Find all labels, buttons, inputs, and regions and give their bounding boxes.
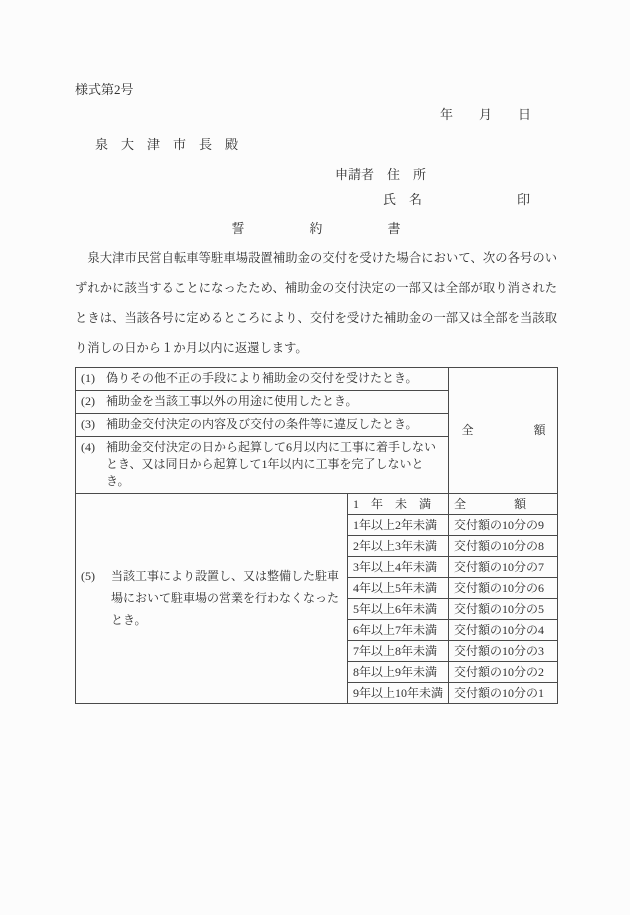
- clause-number: (2): [81, 394, 95, 408]
- clause-number: (5): [81, 569, 95, 583]
- applicant-name-line: [383, 192, 530, 207]
- clause-number: (4): [81, 440, 95, 454]
- applicant-label: 申請者: [335, 167, 375, 182]
- clause-text: 補助金交付決定の内容及び交付の条件等に違反したとき。: [106, 417, 418, 431]
- period-cell: 1 年 未 満: [348, 494, 449, 515]
- clause-3-cell: [76, 414, 449, 437]
- name-label: 氏 名: [383, 192, 423, 207]
- period-cell: 7年以上8年未満: [348, 641, 449, 662]
- period-cell: 1年以上2年未満: [348, 515, 449, 536]
- date-line: 年 月 日: [439, 107, 531, 122]
- clause-5-cell: [76, 494, 348, 704]
- period-cell: 9年以上10年未満: [348, 683, 449, 704]
- amount-cell: 交付額の10分の7: [449, 557, 558, 578]
- clause-2-cell: [76, 391, 449, 414]
- amount-cell: 交付額の10分の1: [449, 683, 558, 704]
- amount-cell: 交付額の10分の4: [449, 620, 558, 641]
- addressee-mayor: 泉 大 津 市 長 殿: [95, 137, 239, 152]
- clause-4-cell: [76, 437, 449, 494]
- clause-text: 補助金交付決定の日から起算して6月以内に工事に着手しないとき、又は同日から起算して1年以内に工事を完了しないとき。: [106, 440, 437, 488]
- period-cell: 4年以上5年未満: [348, 578, 449, 599]
- full-amount-cell: 全 額: [449, 368, 558, 494]
- period-cell: 8年以上9年未満: [348, 662, 449, 683]
- page-title: 誓 約 書: [231, 221, 401, 236]
- amount-cell: 交付額の10分の9: [449, 515, 558, 536]
- amount-cell: 交付額の10分の3: [449, 641, 558, 662]
- amount-cell: 交付額の10分の8: [449, 536, 558, 557]
- refund-schedule-table: [75, 367, 558, 704]
- body-line: ずれかに該当することになったため、補助金の交付決定の一部又は全部が取り消された: [75, 281, 557, 295]
- applicant-address-line: [335, 167, 426, 182]
- clause-1-cell: [76, 368, 449, 391]
- address-label: 住 所: [387, 167, 427, 182]
- body-line: 泉大津市民営自転車等駐車場設置補助金の交付を受けた場合において、次の各号のい: [75, 251, 557, 265]
- period-cell: 5年以上6年未満: [348, 599, 449, 620]
- clause-number: (3): [81, 417, 95, 431]
- body-paragraph: [75, 243, 557, 363]
- period-cell: 3年以上4年未満: [348, 557, 449, 578]
- table-row: [76, 494, 558, 515]
- body-line: り消しの日から１か月以内に返還します。: [75, 341, 308, 355]
- table-row: [76, 368, 558, 391]
- body-line: ときは、当該各号に定めるところにより、交付を受けた補助金の一部又は全部を当該取: [75, 311, 557, 325]
- amount-cell: 交付額の10分の2: [449, 662, 558, 683]
- clause-text: 偽りその他不正の手段により補助金の交付を受けたとき。: [106, 371, 418, 385]
- period-cell: 2年以上3年未満: [348, 536, 449, 557]
- amount-cell: 交付額の10分の5: [449, 599, 558, 620]
- seal-label: 印: [517, 192, 531, 207]
- amount-cell: 交付額の10分の6: [449, 578, 558, 599]
- form-number: 様式第2号: [75, 82, 134, 97]
- clause-text: 補助金を当該工事以外の用途に使用したとき。: [106, 394, 358, 408]
- clause-number: (1): [81, 371, 95, 385]
- period-cell: 6年以上7年未満: [348, 620, 449, 641]
- clause-text: 当該工事により設置し、又は整備した駐車場において駐車場の営業を行わなくなったとき。: [111, 569, 340, 627]
- amount-cell: 全 額: [449, 494, 558, 515]
